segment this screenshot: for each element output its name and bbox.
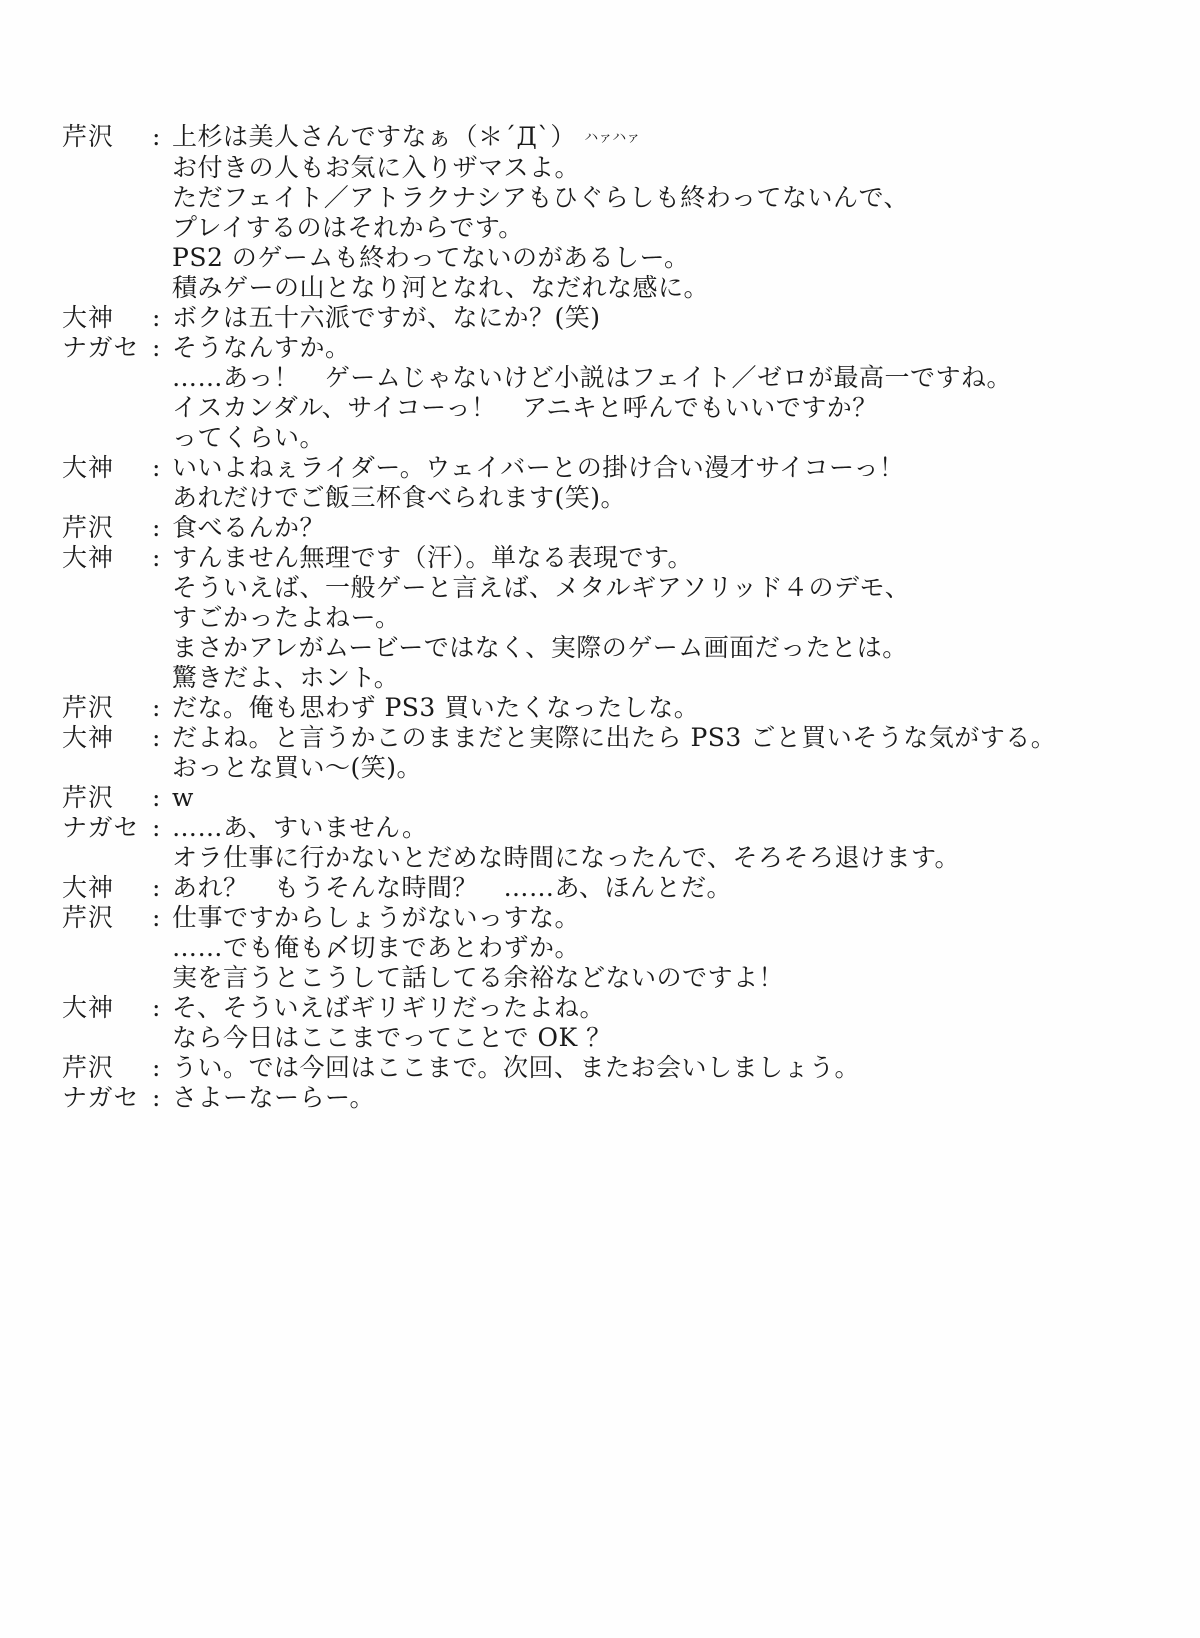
dialogue-entry	[62, 783, 1172, 813]
speaker-colon: :	[152, 903, 161, 932]
dialogue-line: すんません無理です（汗）。単なる表現です。	[172, 543, 694, 572]
speaker-colon: :	[152, 783, 161, 812]
dialogue-line: 驚きだよ、ホント。	[172, 663, 400, 692]
dialogue-lines	[172, 993, 1172, 1053]
dialogue-line: ただフェイト／アトラクナシアもひぐらしも終わってないんで、	[172, 183, 910, 212]
speaker-name: 大神	[62, 723, 115, 752]
speaker-name: 芹沢	[62, 513, 115, 542]
speaker-colon: :	[152, 303, 161, 332]
dialogue-entry	[62, 693, 1172, 723]
dialogue-entry	[62, 453, 1172, 513]
dialogue-entry	[62, 1083, 1172, 1113]
dialogue-line: お付きの人もお気に入りザマスよ。	[172, 153, 581, 182]
line-text: 上杉は美人さんですなぁ（＊´Д`）	[172, 122, 576, 151]
speaker-colon: :	[152, 693, 161, 722]
speaker-colon: :	[152, 1083, 161, 1112]
dialogue-line: だな。俺も思わず PS3 買いたくなったしな。	[172, 693, 700, 722]
dialogue-line: おっとな買い～(笑)。	[172, 753, 423, 782]
dialogue-line: イスカンダル、サイコーっ！ アニキと呼んでもいいですか？	[172, 393, 878, 422]
speaker-colon: :	[152, 813, 161, 842]
dialogue-line: ……あ、すいません。	[172, 813, 428, 842]
dialogue-entry	[62, 303, 1172, 333]
dialogue-lines	[172, 303, 1172, 333]
speaker-colon: :	[152, 513, 161, 542]
speaker-name: 芹沢	[62, 693, 115, 722]
dialogue-lines	[172, 783, 1172, 813]
dialogue-line: 積みゲーの山となり河となれ、なだれな感に。	[172, 273, 710, 302]
speaker-name: 芹沢	[62, 1053, 115, 1082]
dialogue-entry	[62, 513, 1172, 543]
speaker-name: 大神	[62, 303, 115, 332]
dialogue-line: PS2 のゲームも終わってないのがあるしー。	[172, 243, 690, 272]
dialogue-line	[172, 122, 1172, 153]
dialogue-line: そういえば、一般ゲーと言えば、メタルギアソリッド４のデモ、	[172, 573, 911, 602]
speaker-name: 大神	[62, 543, 115, 572]
speaker-colon: :	[152, 333, 161, 362]
dialogue-line: いいよねぇライダー。ウェイバーとの掛け合い漫才サイコーっ！	[172, 453, 905, 482]
dialogue-line: だよね。と言うかこのままだと実際に出たら PS3 ごと買いそうな気がする。	[172, 723, 1057, 752]
dialogue-entry	[62, 903, 1172, 993]
dialogue-line: ボクは五十六派ですが、なにか？(笑)	[172, 303, 601, 332]
dialogue-lines	[172, 1083, 1172, 1113]
dialogue-transcript	[62, 122, 1172, 1113]
dialogue-line: さよーなーらー。	[172, 1083, 376, 1112]
dialogue-lines	[172, 453, 1172, 513]
dialogue-entry	[62, 333, 1172, 453]
dialogue-lines	[172, 513, 1172, 543]
speaker-name: ナガセ	[62, 813, 140, 842]
dialogue-line: ってくらい。	[172, 423, 326, 452]
dialogue-line: まさかアレがムービーではなく、実際のゲーム画面だったとは。	[172, 633, 908, 662]
dialogue-line: 仕事ですからしょうがないっすな。	[172, 903, 581, 932]
dialogue-line: そ、そういえばギリギリだったよね。	[172, 993, 606, 1022]
dialogue-entry	[62, 122, 1172, 303]
dialogue-line: ……でも俺も〆切まであとわずか。	[172, 933, 581, 962]
aside-text: ハァハァ	[584, 130, 641, 146]
speaker-colon: :	[152, 122, 161, 151]
dialogue-line: あれ？ もうそんな時間？ ……あ、ほんとだ。	[172, 873, 733, 902]
dialogue-lines	[172, 903, 1172, 993]
speaker-colon: :	[152, 1053, 161, 1082]
dialogue-line: すごかったよねー。	[172, 603, 401, 632]
speaker-name: 大神	[62, 453, 115, 482]
dialogue-lines	[172, 813, 1172, 873]
speaker-colon: :	[152, 873, 161, 902]
dialogue-entry	[62, 813, 1172, 873]
dialogue-entry	[62, 993, 1172, 1053]
speaker-colon: :	[152, 993, 161, 1022]
dialogue-lines	[172, 723, 1172, 783]
dialogue-line: あれだけでご飯三杯食べられます(笑)。	[172, 483, 627, 512]
dialogue-lines	[172, 693, 1172, 723]
speaker-name: 大神	[62, 873, 115, 902]
dialogue-entry	[62, 543, 1172, 693]
speaker-colon: :	[152, 723, 161, 752]
dialogue-entry	[62, 723, 1172, 783]
dialogue-line: w	[172, 783, 194, 812]
speaker-colon: :	[152, 453, 161, 482]
dialogue-line: そうなんすか。	[172, 333, 351, 362]
dialogue-entry	[62, 873, 1172, 903]
dialogue-lines	[172, 122, 1172, 303]
dialogue-line: うい。では今回はここまで。次回、またお会いしましょう。	[172, 1053, 861, 1082]
dialogue-line: ……あっ！ ゲームじゃないけど小説はフェイト／ゼロが最高一ですね。	[172, 363, 1013, 392]
speaker-colon: :	[152, 543, 161, 572]
dialogue-lines	[172, 1053, 1172, 1083]
speaker-name: ナガセ	[62, 333, 140, 362]
dialogue-lines	[172, 543, 1172, 693]
speaker-name: 芹沢	[62, 903, 115, 932]
dialogue-line: プレイするのはそれからです。	[172, 213, 524, 242]
dialogue-line: オラ仕事に行かないとだめな時間になったんで、そろそろ退けます。	[172, 843, 961, 872]
speaker-name: 大神	[62, 993, 115, 1022]
dialogue-line: 食べるんか？	[172, 513, 326, 542]
dialogue-lines	[172, 873, 1172, 903]
speaker-name: ナガセ	[62, 1083, 140, 1112]
dialogue-line: なら今日はここまでってことで OK ？	[172, 1023, 612, 1052]
speaker-name: 芹沢	[62, 122, 115, 151]
dialogue-line: 実を言うとこうして話してる余裕などないのですよ！	[172, 963, 785, 992]
dialogue-entry	[62, 1053, 1172, 1083]
speaker-name: 芹沢	[62, 783, 115, 812]
dialogue-lines	[172, 333, 1172, 453]
